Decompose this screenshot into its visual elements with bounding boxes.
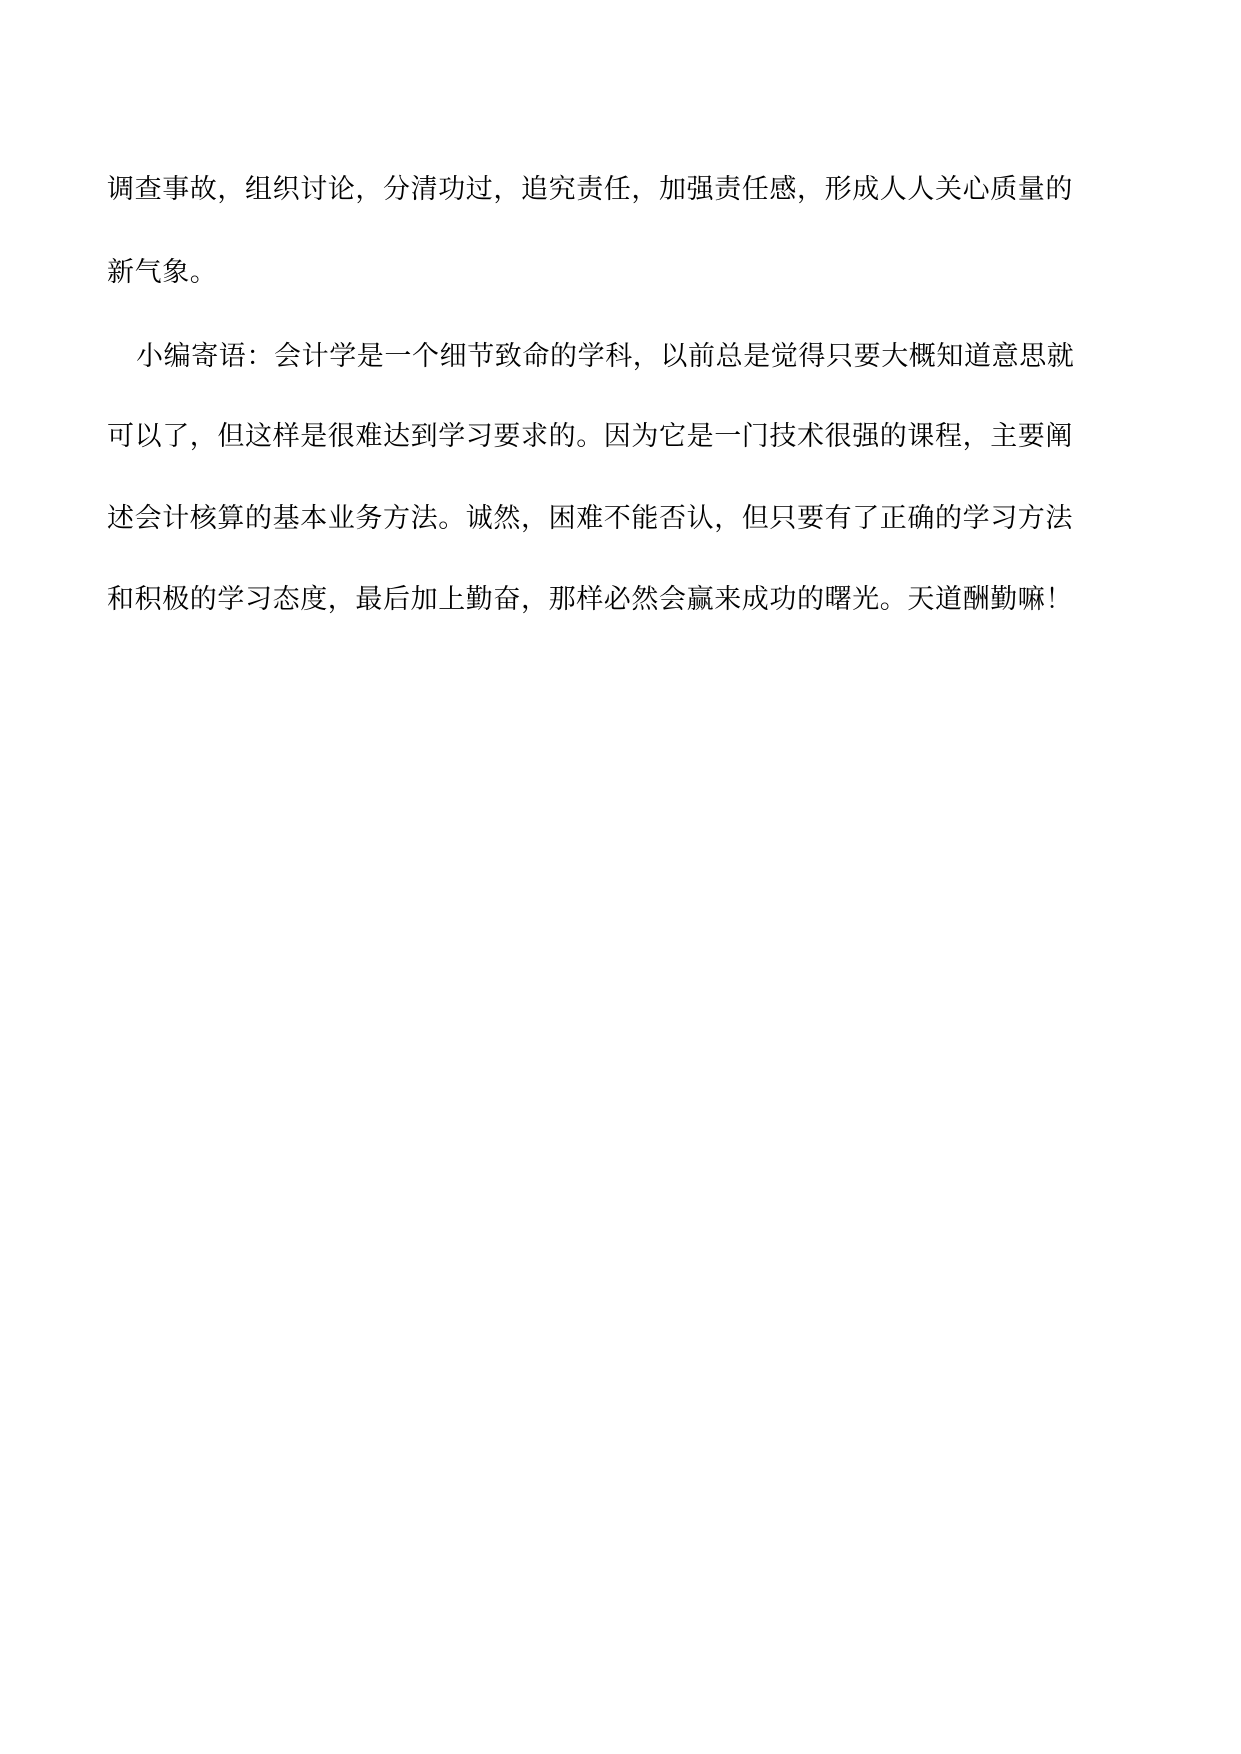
paragraph-2-line-2: 可以了，但这样是很难达到学习要求的。因为它是一门技术很强的课程，主要阐 (107, 421, 1073, 452)
paragraph-1-line-2: 新气象。 (107, 257, 218, 288)
paragraph-2-line-1: 小编寄语：会计学是一个细节致命的学科，以前总是觉得只要大概知道意思就 (136, 341, 1075, 372)
paragraph-1-line-1: 调查事故，组织讨论，分清功过，追究责任，加强责任感，形成人人关心质量的 (107, 174, 1073, 205)
paragraph-2-line-4: 和积极的学习态度，最后加上勤奋，那样必然会赢来成功的曙光。天道酬勤嘛！ (107, 584, 1073, 615)
paragraph-2-line-3: 述会计核算的基本业务方法。诚然，困难不能否认，但只要有了正确的学习方法 (107, 503, 1073, 534)
